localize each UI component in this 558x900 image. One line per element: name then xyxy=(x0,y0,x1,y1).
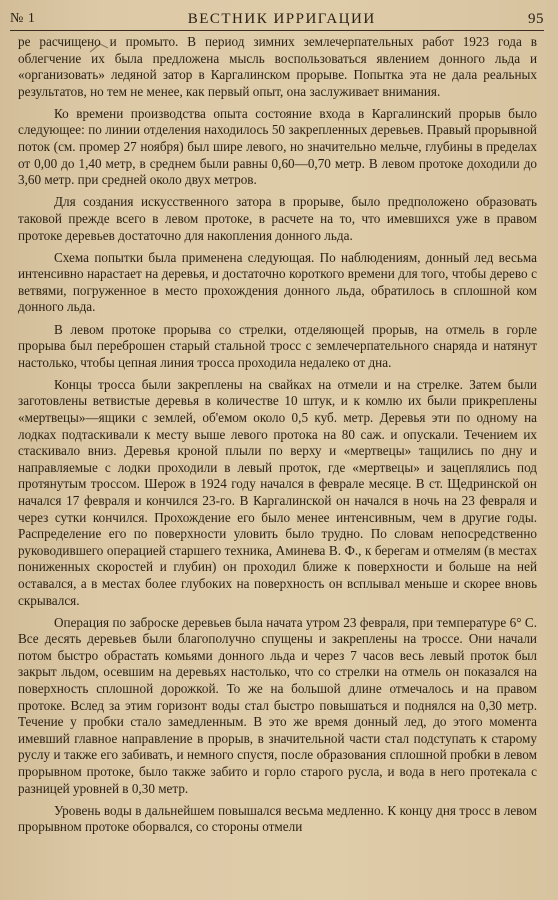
paragraph: Схема попытки была применена следующая. По наблюдениям, донный лед весьма интенсивно нарастает на деревья, и достаточно короткого времени для того, чтобы дерево с ветвями, погруженное в место прохождения донного льда, обратилось в сплошной ком донного льда. xyxy=(18,249,537,315)
paragraph: В левом протоке прорыва со стрелки, отделяющей прорыв, на отмель в горле прорыва был переброшен старый стальной тросс с землечерпательного снаряда и натянут настолько, чтобы цепная линия тросса проходила недалеко от дна. xyxy=(18,321,537,370)
paragraph: Ко времени производства опыта состояние входа в Каргалинский прорыв было следующее: по линии отделения находилось 50 закрепленных деревьев. Правый прорывной поток (см. промер 27 ноября) был шире левого, но значительно мельче, глубины в пределах от 0,00 до 1,40 метр, в среднем были равны 0,60—0,70 метр. В левом протоке доходили до 3,60 метр. при средней около двух метров. xyxy=(18,105,537,188)
running-header xyxy=(10,8,544,31)
paragraph: Концы тросса были закреплены на свайках на отмели и на стрелке. Затем были заготовлены ветвистые деревья в количестве 10 штук, и к комлю их были прикреплены «мертвецы»—ящики с землей, об'емом около 0,5 куб. метр. Деревья эти по одному на лодках подтаскивали к месту выше левого протока на 80 саж. и опускали. Течением их стаскивало вниз. Деревья кроной плыли по верху и «мертвецы» тащились по дну и направляемые с лодки проходили в левый проток, где «мертвецы» и зацеплялись под протянутым троссом. Шерож в 1924 году начался в феврале месяце. В ст. Щедринской он начался 17 февраля и кончился 23-го. В Каргалинской он начался в ночь на 23 февраля и через сутки кончился. Прохождение его было менее интенсивным, чем в другие годы. Распределение его по поверхности уловить было трудно. По словам непосредственно руководившего операцией старшего техника, Аминева В. Ф., к берегам и отмелям (в местах пониженных скоростей и глубин) он проходил ближе к поверхности и больше на ней оставался, а в местах более глубоких на поверхность он всплывал меньше и скорее вновь скрывался. xyxy=(18,376,537,608)
page-number: 95 xyxy=(528,10,544,27)
paragraph: Операция по заброске деревьев была начата утром 23 февраля, при температуре 6° С. Все десять деревьев были благополучно спущены и закреплены на троссе. Они начали потом быстро обрастать комьями донного льда и через 7 часов весь левый проток был закрыт льдом, осевшим на деревьях настолько, что со стрелки на отмель он показался на поверхность сплошной дорожкой. То же на большой длине отмечалось и на правом протоке. Вслед за этим горизонт воды стал быстро повышаться и поднялся на 0,30 метр. Течение у пробки стало замедленным. В это же время донный лед, до этого момента имевший главное направление в прорыв, в значительной части стал подступать к старому руслу и также его забивать, и немного спустя, после образования сплошной пробки в левом прорывном протоке, было также забито и горло старого русла, и вода в него протекала с разницей уровней в 0,30 метр. xyxy=(18,614,537,796)
journal-title: ВЕСТНИК ИРРИГАЦИИ xyxy=(187,10,376,27)
article-body xyxy=(18,34,537,841)
paragraph: Уровень воды в дальнейшем повышался весьма медленно. К концу дня тросс в левом прорывном протоке оборвался, со стороны отмели xyxy=(18,802,537,835)
issue-number: № 1 xyxy=(10,11,36,26)
paragraph: ре расчищено и промыто. В период зимних землечерпательных работ 1923 года в облегчение их была предложена мысль воспользоваться явлением донного льда и «организовать» ледяной затор в Каргалинском прорыве. Попытка эта не дала реальных результатов, но тем не менее, как первый опыт, она заслуживает внимания. xyxy=(18,34,537,99)
paragraph: Для создания искусственного затора в прорыве, было предположено образовать таковой прежде всего в левом протоке, в расчете на то, что имевшихся уже в правом протоке деревьев достаточно для накопления донного льда. xyxy=(18,194,537,243)
